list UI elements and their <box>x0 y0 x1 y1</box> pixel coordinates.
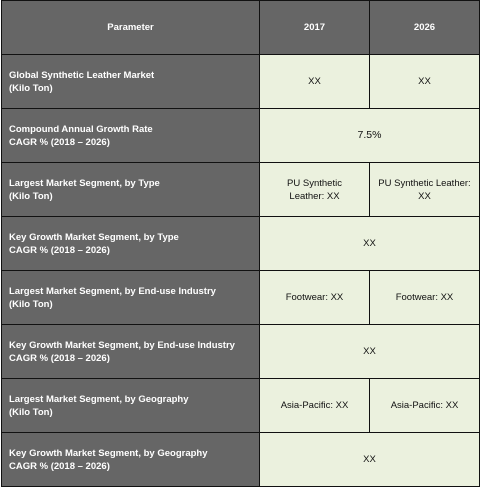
value-2026: Footwear: XX <box>370 271 480 325</box>
table-row <box>2 163 480 217</box>
row-label-line1: Key Growth Market Segment, by End-use Industry <box>9 339 235 351</box>
row-label <box>2 271 260 325</box>
table-row <box>2 379 480 433</box>
header-year-2017: 2017 <box>260 1 370 55</box>
table-row <box>2 109 480 163</box>
value-2026: XX <box>370 55 480 109</box>
row-label-line1: Largest Market Segment, by End-use Industry <box>9 285 216 297</box>
row-label-line2: CAGR % (2018 – 2026) <box>9 352 110 364</box>
value-line1: PU Synthetic <box>287 177 342 189</box>
row-label <box>2 109 260 163</box>
table-row <box>2 433 480 487</box>
row-label-line2: (Kilo Ton) <box>9 298 53 310</box>
value-merged: XX <box>260 325 480 379</box>
table-row <box>2 217 480 271</box>
value-line2: Leather: XX <box>289 190 340 202</box>
row-label-line1: Key Growth Market Segment, by Geography <box>9 447 208 459</box>
value-merged: 7.5% <box>260 109 480 163</box>
value-2017: Footwear: XX <box>260 271 370 325</box>
table-row <box>2 271 480 325</box>
row-label-line2: (Kilo Ton) <box>9 406 53 418</box>
row-label-line2: CAGR % (2018 – 2026) <box>9 136 110 148</box>
value-2017: Asia-Pacific: XX <box>260 379 370 433</box>
table-row <box>2 325 480 379</box>
row-label-line1: Largest Market Segment, by Geography <box>9 393 189 405</box>
value-line1: PU Synthetic Leather: <box>378 177 471 189</box>
row-label-line1: Compound Annual Growth Rate <box>9 123 153 135</box>
row-label <box>2 325 260 379</box>
value-2017: XX <box>260 55 370 109</box>
header-year-2026: 2026 <box>370 1 480 55</box>
market-summary-table <box>1 0 480 487</box>
row-label-line2: (Kilo Ton) <box>9 82 53 94</box>
value-2026: Asia-Pacific: XX <box>370 379 480 433</box>
row-label-line2: CAGR % (2018 – 2026) <box>9 460 110 472</box>
row-label-line1: Global Synthetic Leather Market <box>9 69 155 81</box>
table-row <box>2 55 480 109</box>
row-label <box>2 55 260 109</box>
value-merged: XX <box>260 217 480 271</box>
value-2017 <box>260 163 370 217</box>
row-label-line1: Largest Market Segment, by Type <box>9 177 160 189</box>
row-label <box>2 217 260 271</box>
value-merged: XX <box>260 433 480 487</box>
value-2026 <box>370 163 480 217</box>
row-label-line2: CAGR % (2018 – 2026) <box>9 244 110 256</box>
header-parameter: Parameter <box>2 1 260 55</box>
row-label-line1: Key Growth Market Segment, by Type <box>9 231 179 243</box>
header-row <box>2 1 480 55</box>
row-label <box>2 379 260 433</box>
row-label-line2: (Kilo Ton) <box>9 190 53 202</box>
value-line2: XX <box>418 190 431 202</box>
row-label <box>2 163 260 217</box>
row-label <box>2 433 260 487</box>
